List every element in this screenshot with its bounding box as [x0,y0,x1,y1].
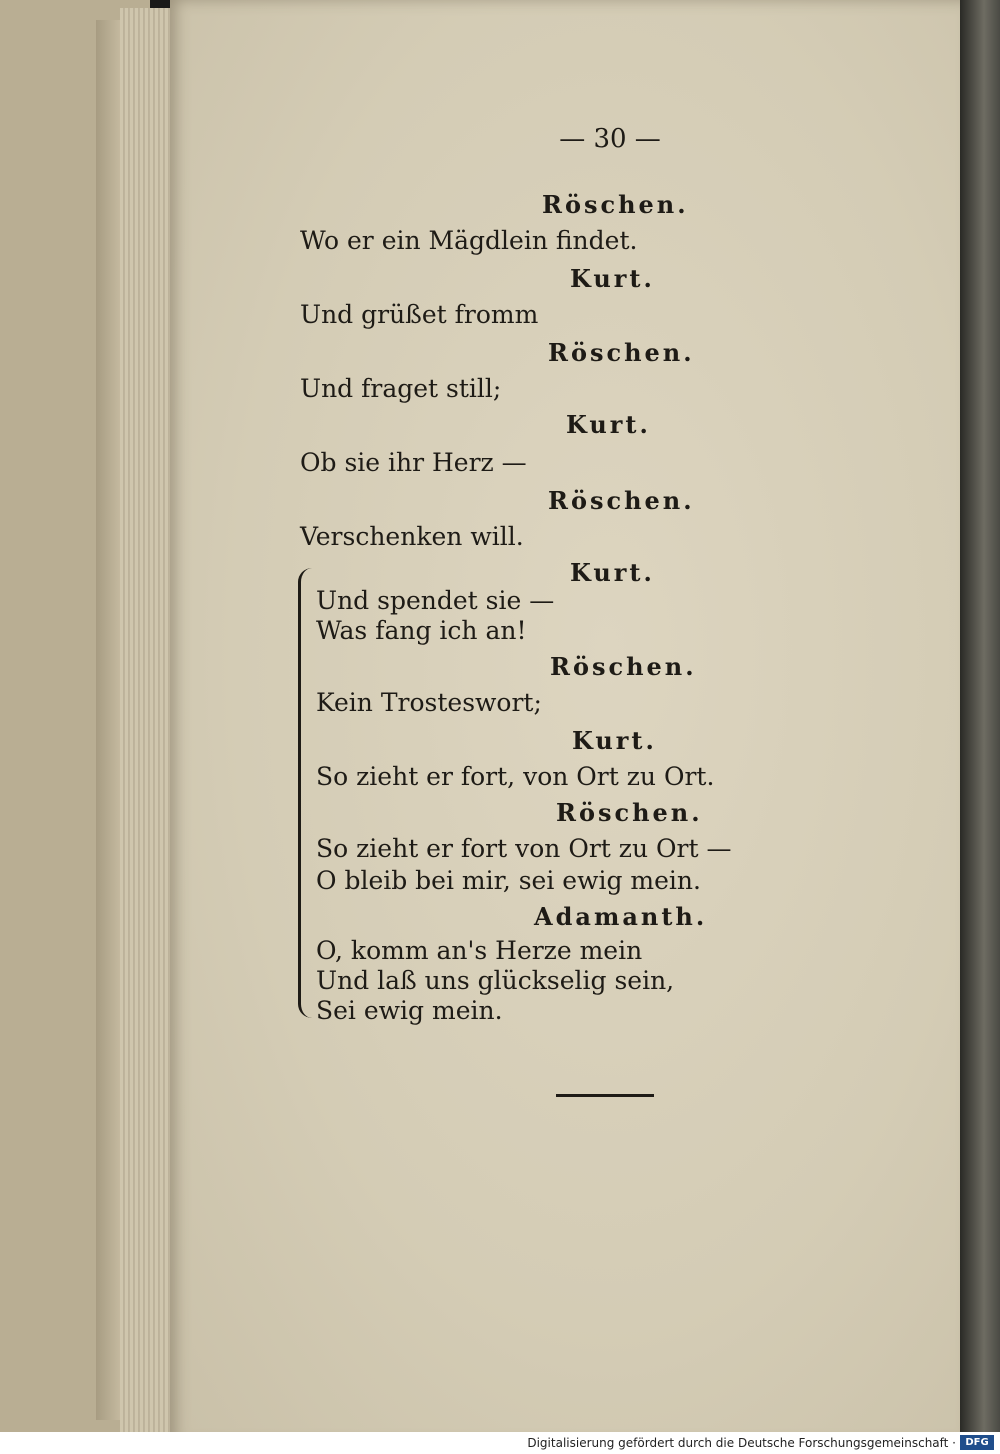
verse-line: So zieht er fort von Ort zu Ort — [316,834,732,863]
verse-line: So zieht er fort, von Ort zu Ort. [316,762,715,791]
speaker-label: Kurt. [566,410,651,439]
speaker-label: Röschen. [548,486,695,515]
verse-brace [298,568,315,1018]
speaker-label: Kurt. [572,726,657,755]
facing-page-edge [960,0,1000,1444]
verse-line: Und spendet sie — [316,586,555,615]
page-number: — 30 — [559,124,661,154]
verse-line: Was fang ich an! [316,616,527,645]
speaker-label: Kurt. [570,264,655,293]
verse-line: Verschenken will. [300,522,524,551]
verse-line: Wo er ein Mägdlein findet. [300,226,638,255]
verse-line: O, komm an's Herze mein [316,936,643,965]
verse-line: O bleib bei mir, sei ewig mein. [316,866,701,895]
speaker-label: Röschen. [556,798,703,827]
speaker-label: Röschen. [550,652,697,681]
verse-line: Und grüßet fromm [300,300,539,329]
verse-line: Und fraget still; [300,374,502,403]
verse-line: Sei ewig mein. [316,996,503,1025]
verse-line: Ob sie ihr Herz — [300,448,527,477]
footer-credit: Digitalisierung gefördert durch die Deutsche Forschungsgemeinschaft · [527,1436,956,1450]
end-rule [556,1094,654,1097]
verse-line: Kein Trosteswort; [316,688,542,717]
speaker-label: Röschen. [548,338,695,367]
dfg-logo: DFG [960,1435,994,1450]
speaker-label: Kurt. [570,558,655,587]
speaker-label: Röschen. [542,190,689,219]
speaker-label: Adamanth. [534,902,708,931]
verse-line: Und laß uns glückselig sein, [316,966,675,995]
